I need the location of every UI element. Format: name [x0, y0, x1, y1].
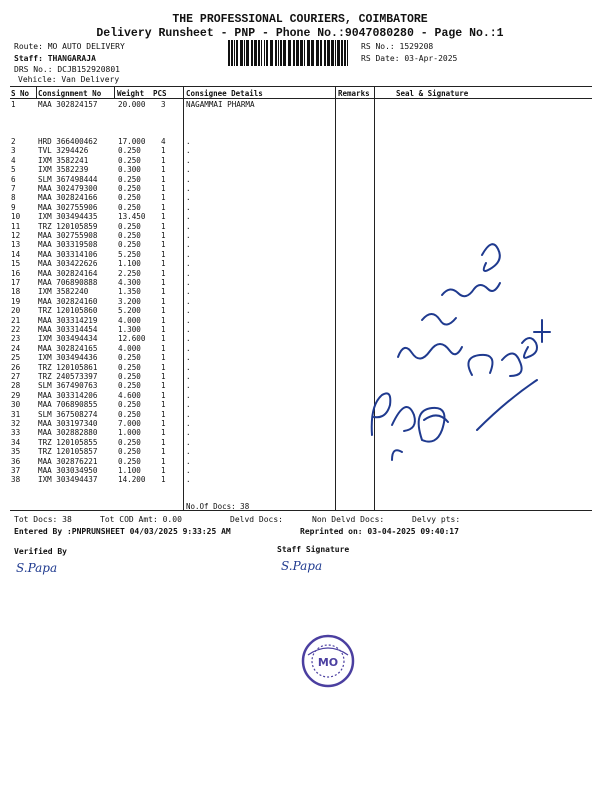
row-consignment-no: MAA 302824164: [38, 268, 98, 278]
row-consignment-no: MAA 303034950: [38, 466, 98, 475]
header-bottom-rule: [10, 98, 592, 99]
row-consignment-no: MAA 302479300: [38, 184, 98, 193]
row-weight: 0.250: [118, 174, 141, 184]
row-consignment-no: MAA 302824166: [38, 193, 98, 203]
row-consignee: .: [186, 390, 191, 400]
row-pcs: 1: [161, 315, 166, 325]
row-consignee: .: [186, 475, 191, 485]
row-pcs: 1: [161, 202, 166, 212]
row-consignment-no: IXM 3582241: [38, 155, 89, 165]
row-pcs: 1: [161, 372, 166, 381]
row-weight: 0.250: [118, 456, 141, 466]
row-consignment-no: HRD 366400462: [38, 137, 98, 146]
row-weight: 14.200: [118, 475, 146, 485]
row-sno: 19: [11, 296, 21, 306]
row-sno: 9: [11, 202, 16, 212]
row-sno: 16: [11, 268, 21, 278]
barcode-bar: [231, 40, 233, 66]
col-sep-1: [36, 86, 37, 98]
col-header-remarks: Remarks: [338, 89, 370, 98]
row-pcs: 4: [161, 137, 166, 146]
table-top-rule: [10, 86, 592, 87]
non-delivered-docs: Non Delvd Docs:: [312, 515, 385, 524]
barcode-bar: [251, 40, 253, 66]
barcode-bar: [240, 40, 243, 66]
barcode-bar: [304, 40, 305, 66]
runsheet-subtitle: Delivery Runsheet - PNP - Phone No.:9047080280 - Page No.:1: [96, 27, 504, 40]
row-consignment-no: MAA 302755908: [38, 231, 98, 240]
row-sno: 34: [11, 437, 21, 447]
row-weight: 0.250: [118, 381, 141, 391]
barcode-bar: [347, 40, 348, 66]
row-consignment-no: TRZ 120105857: [38, 447, 98, 457]
row-weight: 1.300: [118, 325, 141, 334]
row-consignee: NAGAMMAI PHARMA: [186, 100, 255, 109]
row-pcs: 1: [161, 475, 166, 485]
row-consignee: .: [186, 137, 191, 146]
row-pcs: 1: [161, 306, 166, 316]
row-weight: 0.250: [118, 193, 141, 203]
verified-by-label: Verified By: [14, 547, 67, 556]
row-consignee: .: [186, 334, 191, 344]
barcode-bar: [296, 40, 299, 66]
barcode-bar: [280, 40, 282, 66]
row-consignment-no: IXM 3582239: [38, 165, 89, 175]
row-consignee: .: [186, 268, 191, 278]
row-consignee: .: [186, 381, 191, 391]
barcode-bar: [254, 40, 257, 66]
row-weight: 1.350: [118, 287, 141, 297]
row-pcs: 1: [161, 278, 166, 287]
row-weight: 0.250: [118, 372, 141, 381]
row-consignment-no: MAA 302876221: [38, 456, 98, 466]
row-weight: 0.250: [118, 437, 141, 447]
barcode-bar: [324, 40, 326, 66]
row-sno: 6: [11, 174, 16, 184]
row-sno: 13: [11, 240, 21, 250]
row-sno: 12: [11, 231, 21, 240]
row-pcs: 1: [161, 353, 166, 363]
row-pcs: 1: [161, 334, 166, 344]
row-consignee: .: [186, 174, 191, 184]
row-consignment-no: MAA 302882880: [38, 428, 98, 438]
barcode-bar: [278, 40, 279, 66]
col-header-seal: Seal & Signature: [396, 89, 469, 98]
row-pcs: 1: [161, 249, 166, 259]
row-sno: 2: [11, 137, 16, 146]
barcode-bar: [331, 40, 334, 66]
row-sno: 33: [11, 428, 21, 438]
row-sno: 27: [11, 372, 21, 381]
barcode-bar: [270, 40, 273, 66]
row-consignee: .: [186, 437, 191, 447]
barcode-bar: [258, 40, 260, 66]
barcode-bar: [293, 40, 295, 66]
row-weight: 0.250: [118, 184, 141, 193]
row-weight: 0.300: [118, 165, 141, 175]
stamp-text: MO: [317, 656, 339, 669]
row-sno: 23: [11, 334, 21, 344]
row-sno: 7: [11, 184, 16, 193]
row-weight: 2.250: [118, 268, 141, 278]
entered-by: Entered By :PNPRUNSHEET 04/03/2025 9:33:25 AM: [14, 527, 231, 536]
row-sno: 18: [11, 287, 21, 297]
row-sno: 17: [11, 278, 21, 287]
row-sno: 32: [11, 419, 21, 428]
row-weight: 0.250: [118, 202, 141, 212]
row-pcs: 1: [161, 165, 166, 175]
row-sno: 35: [11, 447, 21, 457]
row-consignment-no: MAA 303319508: [38, 240, 98, 250]
barcode-icon: [228, 40, 352, 66]
row-pcs: 1: [161, 466, 166, 475]
row-weight: 20.000: [118, 100, 146, 109]
col-header-consignee: Consignee Details: [186, 89, 263, 98]
staff-signature-label: Staff Signature: [277, 545, 350, 554]
row-pcs: 1: [161, 400, 166, 410]
barcode-bar: [264, 40, 265, 66]
row-consignee: .: [186, 296, 191, 306]
barcode-bar: [311, 40, 314, 66]
row-consignee: .: [186, 325, 191, 334]
barcode-bar: [307, 40, 310, 66]
row-weight: 0.250: [118, 353, 141, 363]
row-consignment-no: MAA 303422626: [38, 259, 98, 269]
row-sno: 38: [11, 475, 21, 485]
row-consignment-no: SLM 367508274: [38, 409, 98, 419]
row-consignment-no: TVL 3294426: [38, 146, 89, 156]
barcode-bar: [337, 40, 340, 66]
row-sno: 30: [11, 400, 21, 410]
row-weight: 1.000: [118, 428, 141, 438]
row-consignment-no: IXM 303494435: [38, 212, 98, 222]
barcode-bar: [335, 40, 336, 66]
barcode-bar: [234, 40, 235, 66]
row-weight: 4.600: [118, 390, 141, 400]
row-sno: 20: [11, 306, 21, 316]
row-sno: 8: [11, 193, 16, 203]
row-consignee: .: [186, 193, 191, 203]
row-consignment-no: MAA 706890855: [38, 400, 98, 410]
row-consignment-no: MAA 302824157: [38, 100, 98, 109]
row-consignment-no: IXM 303494436: [38, 353, 98, 363]
row-weight: 0.250: [118, 447, 141, 457]
row-weight: 0.250: [118, 231, 141, 240]
row-weight: 0.250: [118, 221, 141, 231]
row-pcs: 3: [161, 100, 166, 109]
company-title: THE PROFESSIONAL COURIERS, COIMBATORE: [172, 13, 428, 26]
row-consignee: .: [186, 456, 191, 466]
row-weight: 1.100: [118, 466, 141, 475]
col-header-pcs: PCS: [153, 89, 167, 98]
row-consignment-no: MAA 303314106: [38, 249, 98, 259]
rs-date: RS Date: 03-Apr-2025: [361, 54, 458, 63]
row-consignee: .: [186, 343, 191, 353]
col-sep-3: [183, 86, 184, 510]
row-sno: 26: [11, 362, 21, 372]
row-consignee: .: [186, 400, 191, 410]
row-pcs: 1: [161, 381, 166, 391]
col-header-sno: S No: [11, 89, 30, 98]
row-pcs: 1: [161, 146, 166, 156]
row-consignee: .: [186, 409, 191, 419]
row-sno: 14: [11, 249, 21, 259]
row-pcs: 1: [161, 268, 166, 278]
row-pcs: 1: [161, 259, 166, 269]
row-weight: 5.250: [118, 249, 141, 259]
row-pcs: 1: [161, 287, 166, 297]
row-weight: 12.600: [118, 334, 146, 344]
row-consignment-no: MAA 302755906: [38, 202, 98, 212]
verified-by-signature: S.Papa: [16, 561, 58, 575]
row-sno: 29: [11, 390, 21, 400]
delivered-docs: Delvd Docs:: [230, 515, 283, 524]
row-consignee: .: [186, 372, 191, 381]
no-of-docs: No.Of Docs: 38: [186, 502, 250, 511]
barcode-bar: [341, 40, 343, 66]
handwritten-received-note: [362, 225, 562, 465]
row-consignee: .: [186, 362, 191, 372]
row-consignment-no: MAA 303314206: [38, 390, 98, 400]
row-consignment-no: IXM 303494434: [38, 334, 98, 344]
row-consignment-no: MAA 302824160: [38, 296, 98, 306]
row-pcs: 1: [161, 184, 166, 193]
col-sep-4: [335, 86, 336, 510]
row-consignee: .: [186, 306, 191, 316]
row-pcs: 1: [161, 296, 166, 306]
row-consignee: .: [186, 231, 191, 240]
row-consignee: .: [186, 278, 191, 287]
row-consignment-no: MAA 303314454: [38, 325, 98, 334]
row-pcs: 1: [161, 456, 166, 466]
barcode-bar: [300, 40, 303, 66]
row-consignment-no: MAA 303197340: [38, 419, 98, 428]
row-weight: 17.000: [118, 137, 146, 146]
total-docs: Tot Docs: 38: [14, 515, 72, 524]
row-sno: 21: [11, 315, 21, 325]
row-weight: 0.250: [118, 409, 141, 419]
barcode-bar: [236, 40, 238, 66]
row-consignment-no: MAA 303314219: [38, 315, 98, 325]
col-sep-2: [114, 86, 115, 98]
row-sno: 22: [11, 325, 21, 334]
row-pcs: 1: [161, 409, 166, 419]
barcode-bar: [316, 40, 319, 66]
row-consignee: .: [186, 353, 191, 363]
barcode-bar: [228, 40, 230, 66]
row-pcs: 1: [161, 155, 166, 165]
row-sno: 11: [11, 221, 21, 231]
row-sno: 28: [11, 381, 21, 391]
barcode-bar: [283, 40, 286, 66]
row-pcs: 1: [161, 447, 166, 457]
barcode-bar: [275, 40, 277, 66]
row-consignment-no: MAA 302824165: [38, 343, 98, 353]
row-consignee: .: [186, 447, 191, 457]
row-consignee: .: [186, 240, 191, 250]
row-sno: 1: [11, 100, 16, 109]
row-pcs: 1: [161, 362, 166, 372]
row-consignee: .: [186, 315, 191, 325]
row-consignment-no: IXM 3582240: [38, 287, 89, 297]
row-consignment-no: MAA 706890888: [38, 278, 98, 287]
row-sno: 31: [11, 409, 21, 419]
row-consignee: .: [186, 221, 191, 231]
row-consignee: .: [186, 249, 191, 259]
staff-signature: S.Papa: [281, 559, 323, 573]
barcode-bar: [288, 40, 291, 66]
row-pcs: 1: [161, 419, 166, 428]
total-cod-amount: Tot COD Amt: 0.00: [100, 515, 182, 524]
route-label: Route: MO AUTO DELIVERY: [14, 42, 125, 51]
row-sno: 4: [11, 155, 16, 165]
row-consignee: .: [186, 202, 191, 212]
barcode-bar: [246, 40, 249, 66]
row-weight: 3.200: [118, 296, 141, 306]
drs-number: DRS No.: DCJB152920801: [14, 65, 120, 74]
staff-label: Staff: THANGARAJA: [14, 54, 96, 63]
barcode-bar: [327, 40, 330, 66]
row-pcs: 1: [161, 221, 166, 231]
table-bottom-rule: [10, 510, 592, 511]
row-sno: 15: [11, 259, 21, 269]
row-weight: 4.300: [118, 278, 141, 287]
row-consignee: .: [186, 165, 191, 175]
row-weight: 0.250: [118, 155, 141, 165]
row-sno: 36: [11, 456, 21, 466]
row-pcs: 1: [161, 231, 166, 240]
row-weight: 0.250: [118, 400, 141, 410]
row-pcs: 1: [161, 174, 166, 184]
row-pcs: 1: [161, 240, 166, 250]
row-pcs: 1: [161, 212, 166, 222]
row-consignment-no: TRZ 120105859: [38, 221, 98, 231]
row-consignment-no: SLM 367498444: [38, 174, 98, 184]
row-pcs: 1: [161, 193, 166, 203]
row-consignment-no: TRZ 120105861: [38, 362, 98, 372]
row-consignee: .: [186, 184, 191, 193]
row-weight: 0.250: [118, 362, 141, 372]
row-sno: 37: [11, 466, 21, 475]
row-weight: 13.450: [118, 212, 146, 222]
barcode-bar: [320, 40, 322, 66]
row-consignment-no: TRZ 240573397: [38, 372, 98, 381]
row-consignee: .: [186, 428, 191, 438]
row-consignee: .: [186, 155, 191, 165]
row-pcs: 1: [161, 437, 166, 447]
row-consignment-no: SLM 367490763: [38, 381, 98, 391]
col-header-weight: Weight: [117, 89, 145, 98]
barcode-bar: [244, 40, 245, 66]
row-sno: 24: [11, 343, 21, 353]
row-pcs: 1: [161, 390, 166, 400]
row-consignment-no: IXM 303494437: [38, 475, 98, 485]
row-consignee: .: [186, 146, 191, 156]
row-sno: 25: [11, 353, 21, 363]
row-consignee: .: [186, 419, 191, 428]
delivery-points: Delvy pts:: [412, 515, 461, 524]
row-sno: 10: [11, 212, 21, 222]
barcode-bar: [344, 40, 346, 66]
row-consignee: .: [186, 259, 191, 269]
row-weight: 0.250: [118, 240, 141, 250]
row-weight: 7.000: [118, 419, 141, 428]
rs-number: RS No.: 1529208: [361, 42, 434, 51]
col-header-consignment: Consignment No: [38, 89, 102, 98]
row-weight: 4.000: [118, 315, 141, 325]
row-weight: 1.100: [118, 259, 141, 269]
row-sno: 3: [11, 146, 16, 156]
row-weight: 5.200: [118, 306, 141, 316]
row-pcs: 1: [161, 343, 166, 353]
office-seal-stamp-icon: [300, 633, 356, 689]
row-consignee: .: [186, 287, 191, 297]
vehicle-label: Vehicle: Van Delivery: [18, 75, 120, 84]
row-weight: 0.250: [118, 146, 141, 156]
barcode-bar: [266, 40, 268, 66]
row-weight: 4.000: [118, 343, 141, 353]
row-consignment-no: TRZ 120105860: [38, 306, 98, 316]
row-consignee: .: [186, 466, 191, 475]
row-consignment-no: TRZ 120105855: [38, 437, 98, 447]
row-pcs: 1: [161, 428, 166, 438]
row-sno: 5: [11, 165, 16, 175]
row-pcs: 1: [161, 325, 166, 334]
reprinted-on: Reprinted on: 03-04-2025 09:40:17: [300, 527, 459, 536]
barcode-bar: [261, 40, 262, 66]
row-consignee: .: [186, 212, 191, 222]
